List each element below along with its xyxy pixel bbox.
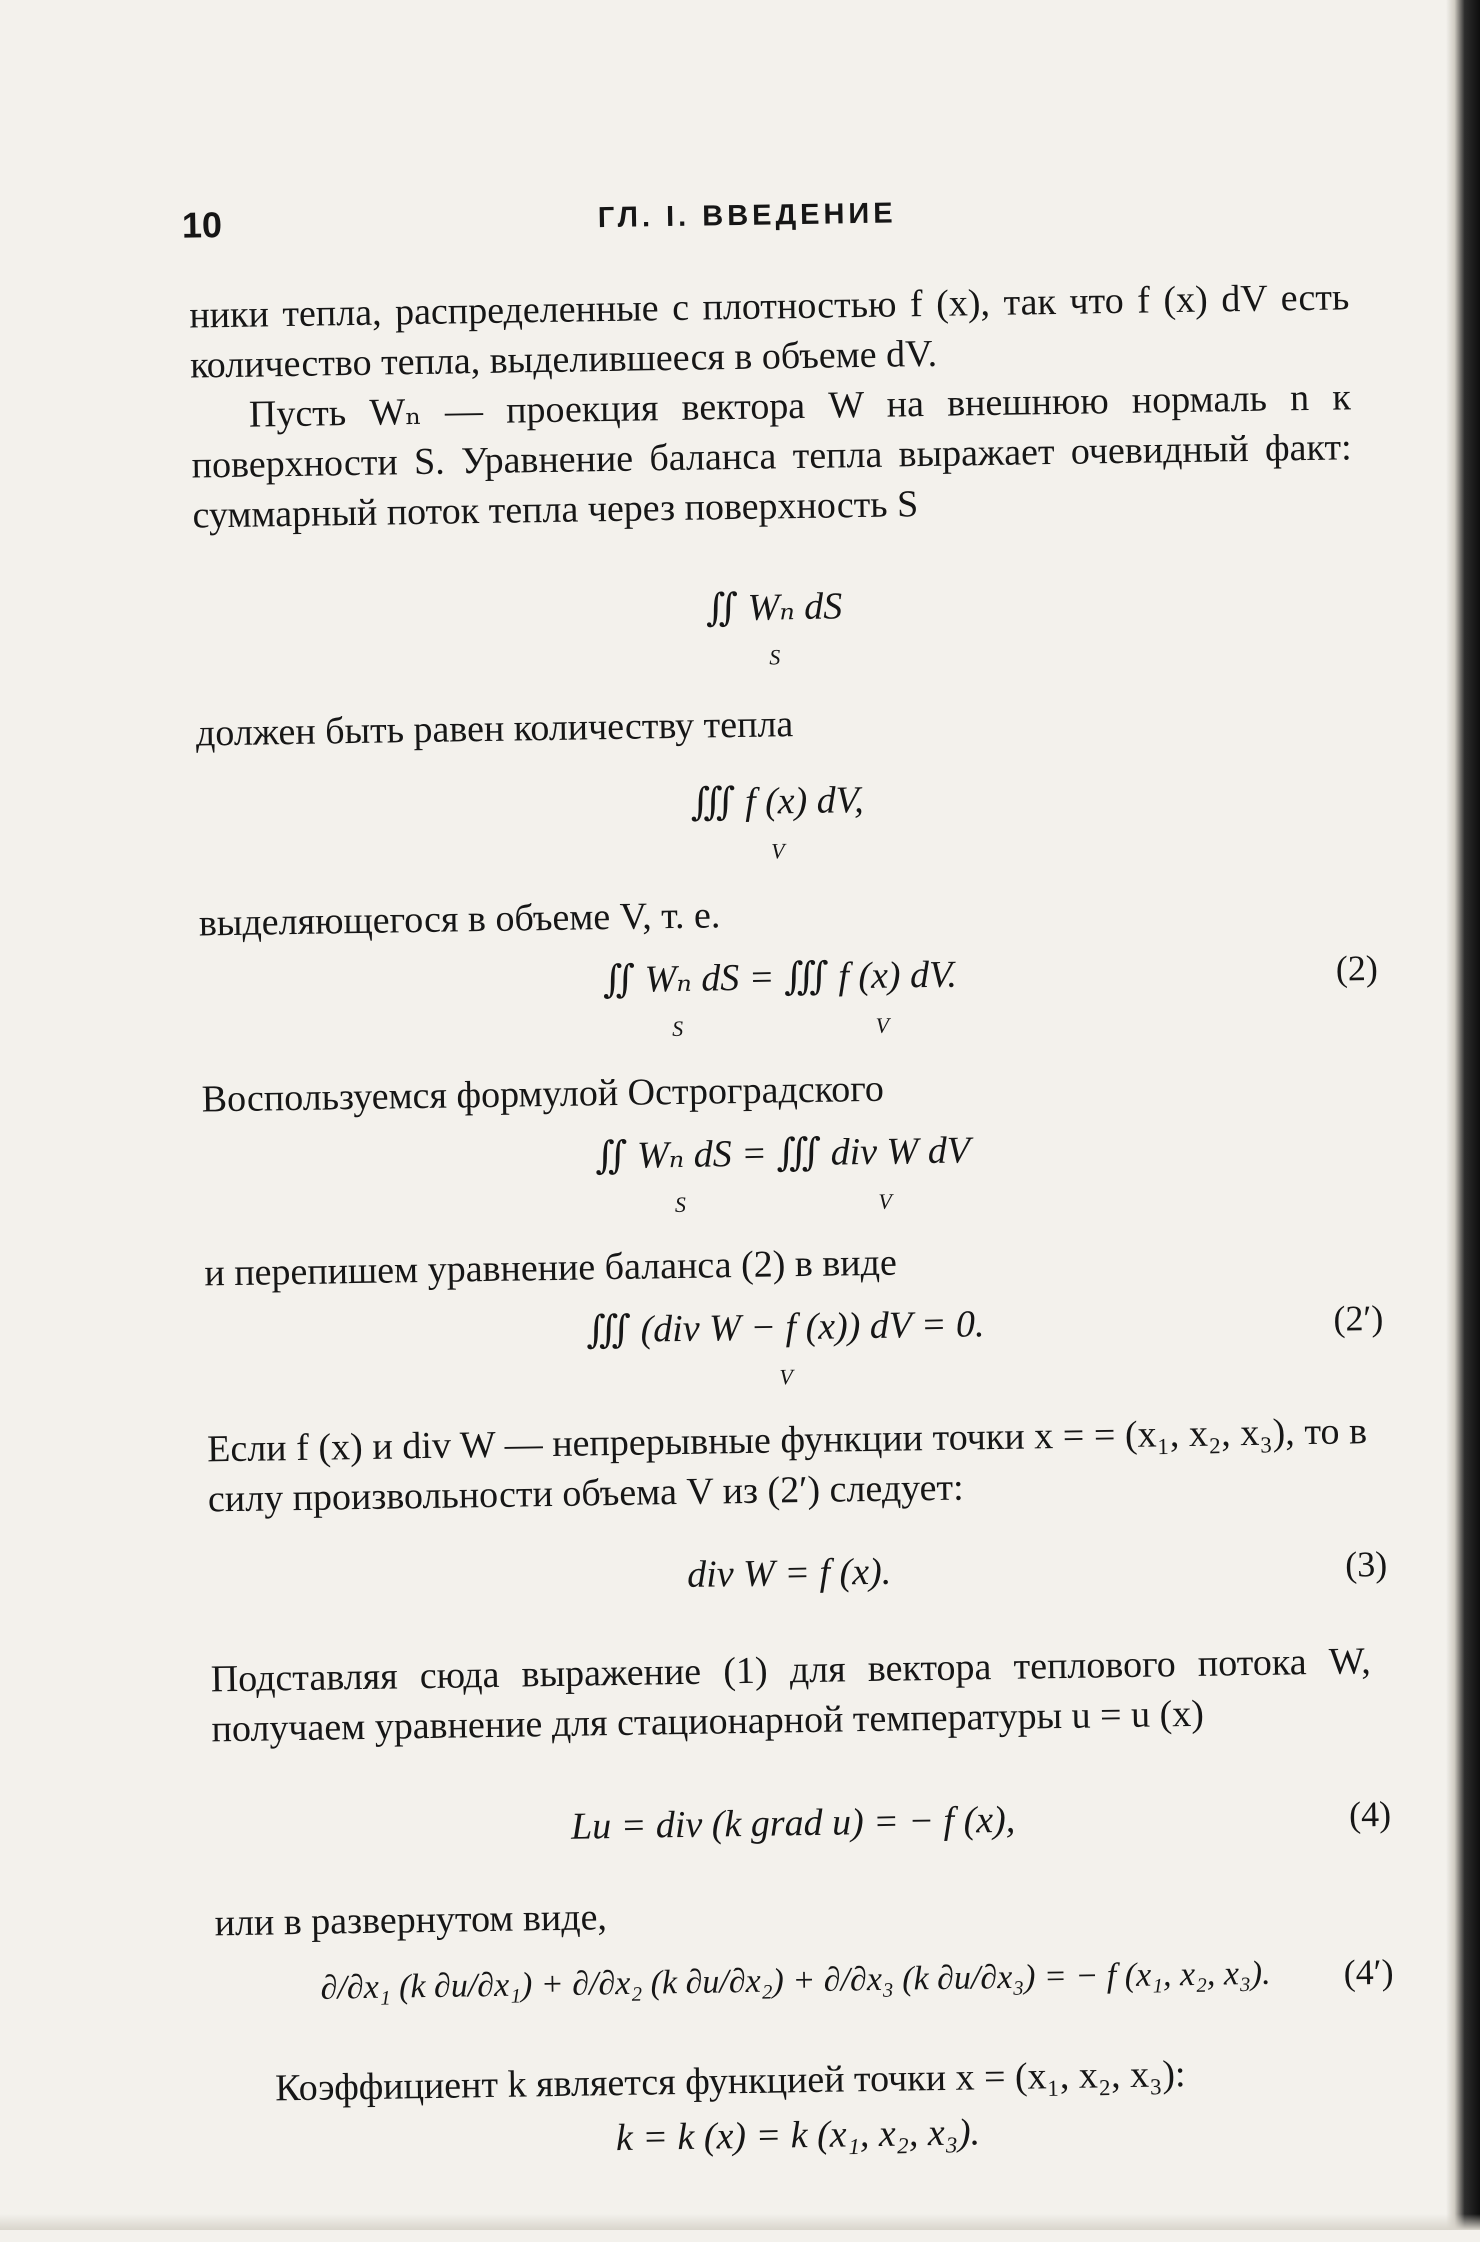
- equation-flux-domain: S: [769, 644, 781, 670]
- equation-2-prime-domain: V: [779, 1364, 794, 1390]
- paragraph-5: Воспользуемся формулой Остроградского: [201, 1067, 885, 1121]
- equation-2-prime-body: ∭ (div W − f (x)) dV = 0.: [585, 1303, 985, 1352]
- equation-heat-domain: V: [770, 838, 785, 864]
- equation-4: [213, 1782, 1392, 1864]
- equation-flux: [194, 566, 1355, 670]
- paragraph-1: ники тепла, распределенные с плотностью f (x), так что f (x) dV есть количество тепла, выделившееся в объеме dV.: [189, 276, 1350, 387]
- equation-3-body: div W = f (x).: [686, 1550, 892, 1596]
- equation-heat: [197, 760, 1358, 864]
- page-header: [182, 186, 1383, 251]
- equation-4-prime-body: ∂/∂x₁ (k ∂u/∂x₁) + ∂/∂x₂ (k ∂u/∂x₂) + ∂/∂x₃ (k ∂u/∂x₃) = − f (x₁, x₂, x₃).: [320, 1954, 1271, 2007]
- paragraph-10-text: Коэффициент k является функцией точки x = (x₁, x₂, x₃):: [274, 2053, 1186, 2110]
- equation-2-body: ∬ Wₙ dS = ∭ f (x) dV.: [602, 953, 958, 1002]
- paragraph-8: Подставляя сюда выражение (1) для вектора теплового потока W, получаем уравнение для стационарной температуры u = u (x): [210, 1640, 1371, 1751]
- paragraph-6: и перепишем уравнение баланса (2) в виде: [204, 1241, 898, 1295]
- equation-2-number: (2): [1335, 947, 1379, 989]
- page-number: 10: [181, 204, 223, 246]
- paragraph-3: должен быть равен количеству тепла: [195, 703, 794, 755]
- running-head: ГЛ. I. ВВЕДЕНИЕ: [597, 197, 897, 235]
- paragraph-4: выделяющегося в объеме V, т. е.: [198, 894, 721, 945]
- equation-4-prime-number: (4′): [1343, 1951, 1394, 1993]
- equation-4-number: (4): [1348, 1793, 1392, 1835]
- binding-edge: [1446, 0, 1480, 2230]
- paragraph-9: или в развернутом виде,: [214, 1896, 608, 1945]
- equation-ostrogradsky-domains: S V: [674, 1188, 893, 1218]
- equation-4-prime: [215, 1940, 1394, 2028]
- equation-ostrogradsky-body: ∬ Wₙ dS = ∭ div W dV: [594, 1129, 971, 1178]
- paragraph-2-text: Пусть Wₙ — проекция вектора W на внешнюю нормаль n к поверхности S. Уравнение баланса тепла выражает очевидный факт: суммарный поток тепла через поверхность S: [191, 376, 1352, 537]
- equation-4-body: Lu = div (k grad u) = − f (x),: [570, 1798, 1016, 1848]
- equation-2-prime-number: (2′): [1333, 1297, 1384, 1339]
- paragraph-7: Если f (x) и div W — непрерывные функции точки x = = (x₁, x₂, x₃), то в силу произвольности объема V из (2′) следует:: [206, 1410, 1368, 1521]
- bottom-edge: [0, 2214, 1480, 2230]
- equation-3-number: (3): [1344, 1543, 1388, 1585]
- equation-3: [209, 1532, 1388, 1614]
- equation-flux-body: ∬ Wₙ dS: [705, 585, 843, 630]
- equation-2-prime: [205, 1286, 1384, 1390]
- equation-ostrogradsky: [202, 1112, 1363, 1218]
- equation-2: [199, 936, 1379, 1042]
- equation-k-body: k = k (x) = k (x₁, x₂, x₃).: [615, 2111, 981, 2160]
- equation-2-domains: S V: [671, 1012, 890, 1042]
- equation-heat-body: ∭ f (x) dV,: [690, 779, 864, 824]
- paragraph-2: [191, 372, 1353, 540]
